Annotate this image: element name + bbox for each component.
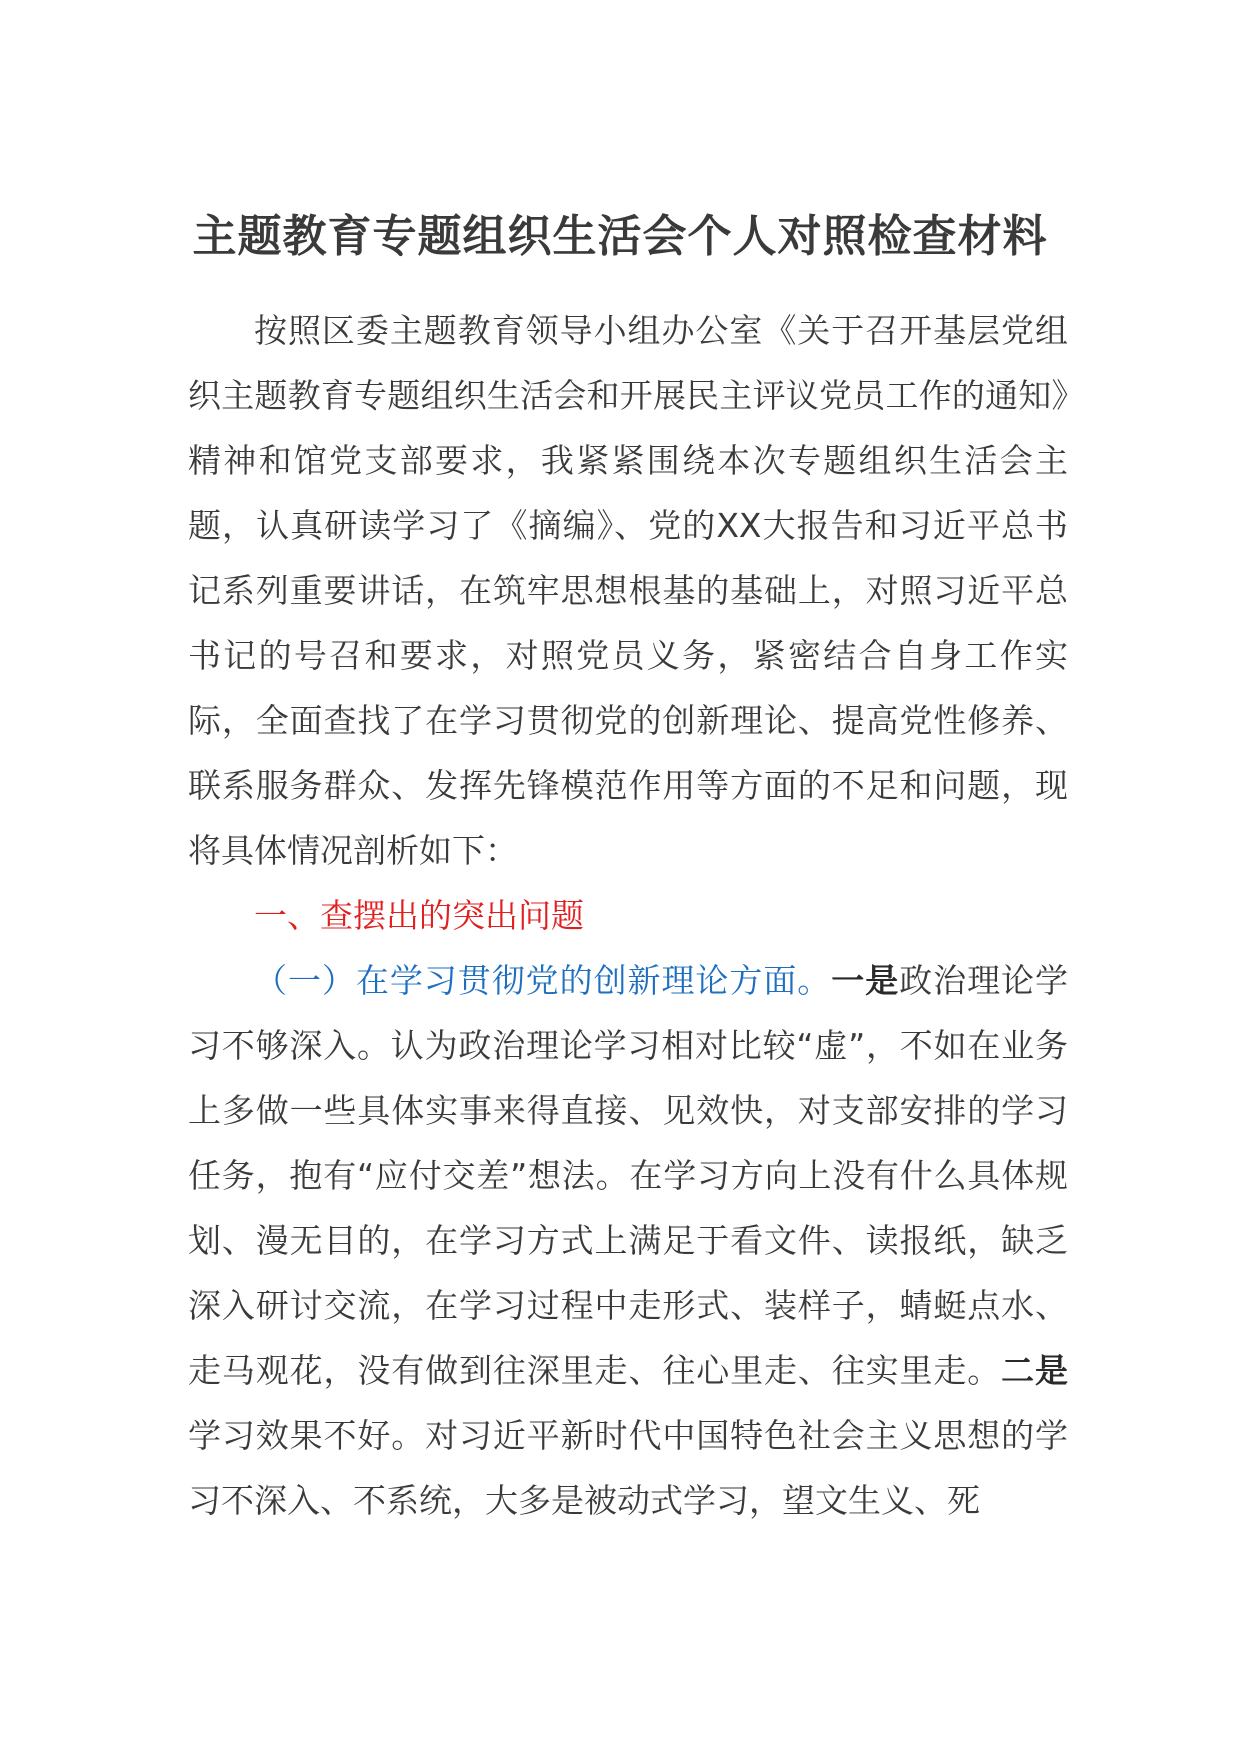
subsection-paragraph bbox=[188, 948, 1068, 1533]
intro-paragraph: 按照区委主题教育领导小组办公室《关于召开基层党组织主题教育专题组织生活会和开展民主评议党员工作的通知》精神和馆党支部要求，我紧紧围绕本次专题组织生活会主题，认真研读学习了《摘编》、党的XX大报告和习近平总书记系列重要讲话，在筑牢思想根基的基础上，对照习近平总书记的号召和要求，对照党员义务，紧密结合自身工作实际，全面查找了在学习贯彻党的创新理论、提高党性修养、联系服务群众、发挥先锋模范作用等方面的不足和问题，现将具体情况剖析如下： bbox=[188, 311, 1068, 870]
document-body bbox=[188, 298, 1068, 1533]
point-label: 一是 bbox=[831, 961, 900, 1000]
point-text: 学习效果不好。对习近平新时代中国特色社会主义思想的学习不深入、不系统，大多是被动式学习，望文生义、死 bbox=[188, 1416, 1068, 1520]
point-label: 二是 bbox=[1001, 1351, 1069, 1390]
section-heading: 一、查摆出的突出问题 bbox=[254, 896, 584, 935]
subsection-heading: （一）在学习贯彻党的创新理论方面。 bbox=[254, 961, 832, 1000]
document-title: 主题教育专题组织生活会个人对照检查材料 bbox=[192, 211, 1048, 262]
point-text: 政治理论学习不够深入。认为政治理论学习相对比较“虚”，不如在业务上多做一些具体实事来得直接、见效快，对支部安排的学习任务，抱有“应付交差”想法。在学习方向上没有什么具体规划、漫无目的，在学习方式上满足于看文件、读报纸，缺乏深入研讨交流，在学习过程中走形式、装样子，蜻蜓点水、走马观花，没有做到往深里走、往心里走、往实里走。 bbox=[188, 961, 1069, 1390]
